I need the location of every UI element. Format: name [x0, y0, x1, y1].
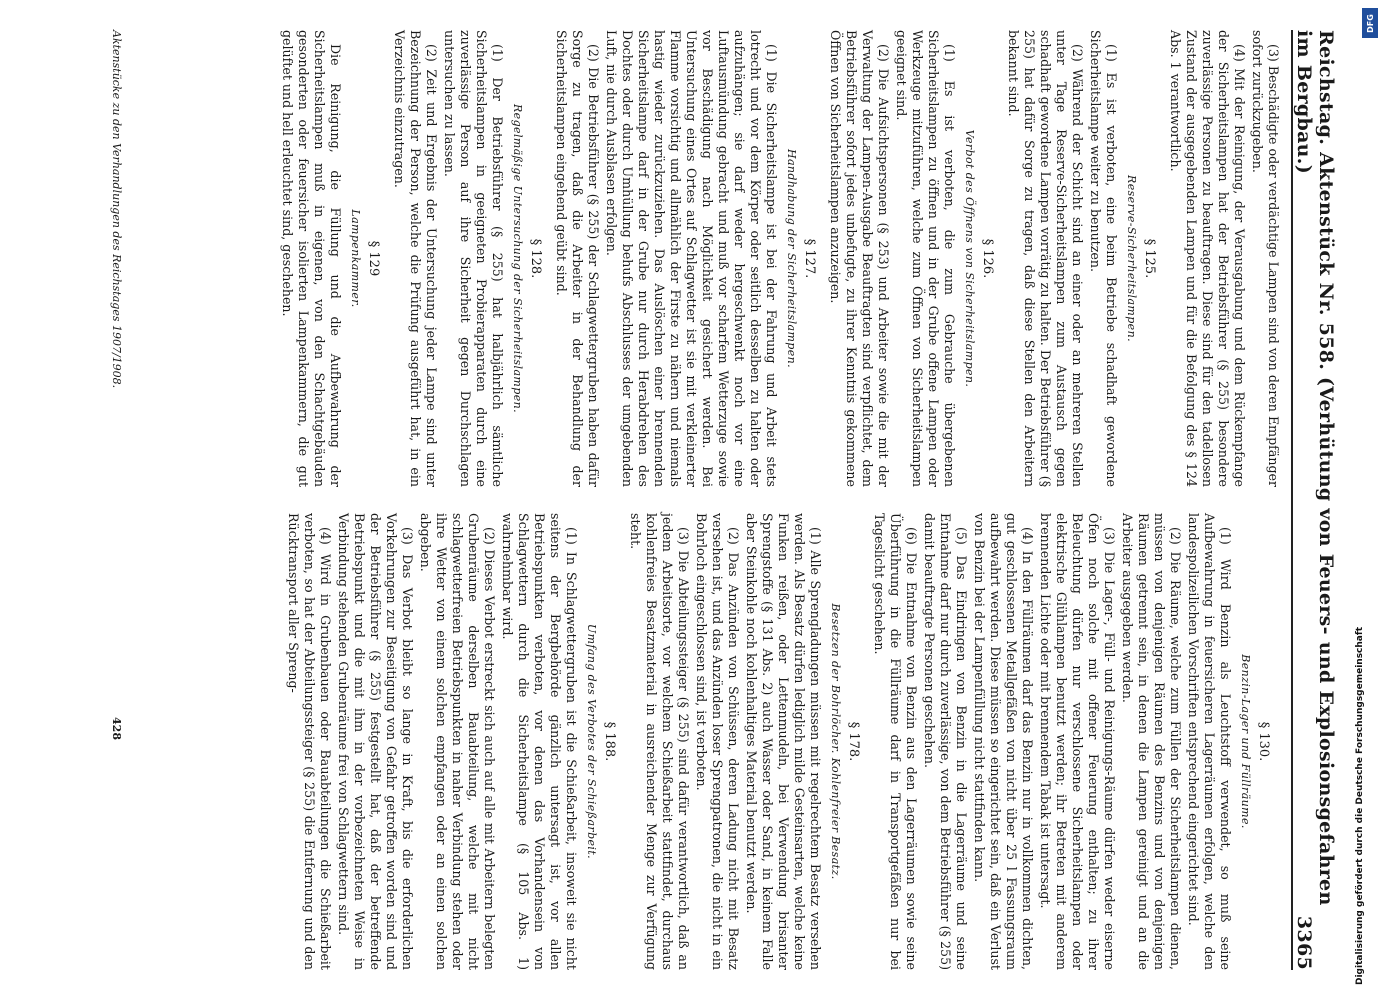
section-number: § 188.	[602, 721, 617, 762]
paragraph: (1) Die Sicherheitslampe ist bei der Fahrung und Arbeit stets lotrecht und vor dem Körper oder seitlich desselben zu halten oder aufzuhängen; sie darf weder hergeschwenkt noch vor eine Luftausmündung gebracht und muß vor scharfem Wetterzuge sowie vor Beschädigung nach Möglichkeit gesichert werden. Bei Untersuchung eines Ortes auf Schlagwetter ist sie mit verkleinerter Flamme vorsichtig und allmählich der Firste zu nähern und niemals hastig wieder zurückzuziehen. Das Auslöschen einer brennenden Sicherheitslampe darf in der Grube nur durch Herabdrehen des Dochtes oder durch Umhüllung behufs Abschlusses der umgebenden Luft, nie durch Ausblasen erfolgen.	[604, 30, 779, 487]
header-title: Reichstag. Aktenstück Nr. 558. (Verhütung von Feuers- und Explosionsgefahren im Bergbau.)	[1293, 30, 1337, 906]
section-number: § 130.	[1256, 721, 1271, 762]
paragraph: (2) Die Aufsichtspersonen (§ 253) und Arbeiter sowie die mit der Verwaltung der Lampen-Ausgabe Beauftragten sind verpflichtet, dem Betriebsführer sofort jedes unbefugte, zu ihrer Kenntnis gekommene Öffnen von Sicherheitslampen anzuzeigen.	[828, 30, 891, 487]
section-number: § 125.	[1142, 238, 1157, 279]
section-number: § 128.	[528, 238, 543, 279]
section-title: Reserve-Sicherheitslampen.	[1125, 175, 1138, 342]
paragraph: (6) Die Entnahme von Benzin aus den Lagerräumen sowie seine Überführung in die Füllräume darf in Transportgefäßen nur bei Tageslicht geschehen.	[872, 513, 919, 970]
page-header	[1291, 30, 1335, 970]
section-title: Verbot des Öffnens von Sicherheitslampen.	[963, 129, 976, 388]
digitization-note: Digitalisierung gefördert durch die Deutsche Forschungsgemeinschaft	[1355, 626, 1365, 985]
paragraph: (1) Es ist verboten, eine beim Betriebe schadhaft gewordene Sicherheitslampe weiter zu benutzen.	[1088, 30, 1119, 487]
paragraph: (5) Das Eindringen von Benzin in die Lagerräume und seine Entnahme darf nur durch zuverlässige, von dem Betriebsführer (§ 255) damit beauftragte Personen geschehen.	[922, 513, 969, 970]
paragraph: (3) Beschädigte oder verdächtige Lampen sind von deren Empfänger sofort zurückzugeben.	[1250, 30, 1281, 487]
paragraph: (1) Wird Benzin als Leuchtstoff verwendet, so muß seine Aufbewahrung in feuersicheren Lagerräumen erfolgen, welche den landespolizeilichen Vorschriften entsprechend eingerichtet sind.	[1186, 513, 1233, 970]
section-title: Handhabung der Sicherheitslampen.	[785, 148, 798, 369]
paragraph: (2) Das Anzünden von Schüssen, deren Ladung nicht mit Besatz versehen ist, und das Anzünden loser Sprengpatronen, die nicht in ein Bohrloch eingeschlossen sind, ist verboten.	[694, 513, 741, 970]
dfg-logo-text: DFG	[1365, 13, 1375, 33]
paragraph: (2) Dieses Verbot erstreckt sich auch auf alle mit Arbeitern belegten Grubenräume derselben Bauabteilung, welche mit nicht schlagwetterfreien Betriebspunkten in naher Verbindung stehen oder ihre Wetter von einem solchen empfangen oder an einen solchen abgeben.	[418, 513, 497, 970]
document-page	[45, 30, 1335, 970]
paragraph: (2) Während der Schicht sind an einer oder an mehreren Stellen unter Tage Reserve-Sicherheitslampen zum Austausch gegen schadhaft gewordene Lampen vorrätig zu halten. Der Betriebsführer (§ 255) hat dafür Sorge zu tragen, daß diese Stellen den Arbeitern bekannt sind.	[1006, 30, 1085, 487]
right-column	[131, 513, 1281, 970]
dfg-logo	[1362, 8, 1378, 38]
paragraph: (2) Die Räume, welche zum Füllen der Sicherheitslampen dienen, müssen von denjenigen Räumen des Benzins und von denjenigen Räumen getrennt sein, in denen die Lampen gereinigt und an die Arbeiter ausgegeben werden.	[1120, 513, 1183, 970]
paragraph: (1) Alle Sprengladungen müssen mit regelrechtem Besatz versehen werden. Als Besatz dürfen lediglich milde Gesteinsarten, welche keine Funken reißen, oder Lettenmudeln, bei Verwendung brisanter Sprengstoffe (§ 131 Abs. 2) auch Wasser oder Sand, in keinem Falle aber Steinkohle noch kohlenhaltiges Material benutzt werden.	[744, 513, 823, 970]
section-number: § 126.	[980, 238, 995, 279]
paragraph: (1) In Schlagwettergruben ist die Schießarbeit, insoweit sie nicht seitens der Bergbehörde gänzlich untersagt ist, vor allen Betriebspunkten verboten, vor denen das Vorhandensein von Schlagwettern durch die Sicherheitslampe (§ 105 Abs. 1) wahrnehmbar wird.	[500, 513, 579, 970]
paragraph: (2) Die Betriebsführer (§ 255) der Schlagwettergruben haben dafür Sorge zu tragen, daß die Arbeiter in der Behandlung der Sicherheitslampen eingehend geübt sind.	[554, 30, 601, 487]
page-footer	[110, 30, 123, 970]
footer-sheet-mark: 428	[110, 717, 123, 740]
paragraph: (4) Mit der Reinigung, der Verausgabung und dem Rückempfange der Sicherheitslampen hat der Betriebsführer (§ 255) besondere zuverlässige Personen zu beauftragen. Diese sind für den tadellosen Zustand der ausgegebenden Lampen und für die Befolgung des § 124 Abs. 1 verantwortlich.	[1168, 30, 1247, 487]
paragraph: (4) In den Füllräumen darf das Benzin nur in vollkommen dichten, gut geschlossenen Metallgefäßen von nicht über 25 l Fassungsraum aufbewahrt werden. Diese müssen so eingerichtet sein, daß ein Verlust von Benzin bei der Lampenfüllung nicht stattfinden kann.	[972, 513, 1035, 970]
paragraph: (3) Die Lager-, Füll- und Reinigungs-Räume dürfen weder eiserne Öfen noch solche mit offener Feuerung enthalten; zu ihrer Beleuchtung dürfen nur verschlossene Sicherheitslampen oder elektrische Glühlampen benutzt werden; ihr Betreten mit anderem brennenden Lichte oder mit brennendem Tabak ist untersagt.	[1038, 513, 1117, 970]
page-number: 3365	[1293, 915, 1315, 970]
paragraph: (1) Der Betriebsführer (§ 255) hat halbjährlich sämtliche Sicherheitslampen in geeigneten Probierapparaten durch eine zuverlässige Person auf ihre Sicherheit gegen Durchschlagen untersuchen zu lassen.	[442, 30, 505, 487]
section-title: Besetzen der Bohrlöcher. Kohlenfreier Besatz.	[829, 603, 842, 880]
section-number: § 129	[366, 240, 381, 277]
paragraph: (3) Das Verbot bleibt so lange in Kraft, bis die erforderlichen Vorkehrungen zur Beseitigung von Gefahr getroffen worden sind und der Betriebsführer (§ 255) festgestellt hat, daß der betreffende Betriebspunkt und die mit ihm in der vorbezeichneten Weise in Verbindung stehenden Grubenräume frei von Schlagwettern sind.	[336, 513, 415, 970]
paragraph: (3) Die Abteilungssteiger (§ 255) sind dafür verantwortlich, daß an jedem Arbeitsorte, vor welchem Schießarbeit stattfindet, durchaus kohlenfreies Besatzmaterial in ausreichender Menge zur Verfügung steht.	[628, 513, 691, 970]
section-number: § 127.	[802, 238, 817, 279]
section-title: Lampenkammer.	[349, 209, 362, 308]
paragraph: (4) Wird in Grubenbauen oder Bauabteilungen die Schießarbeit verboten, so hat der Abteilungssteiger (§ 255) die Entfernung und den Rücktransport aller Spreng-	[286, 513, 333, 970]
left-column	[131, 30, 1281, 487]
paragraph: (1) Es ist verboten, die zum Gebrauche übergebenen Sicherheitslampen zu öffnen und in der Grube offene Lampen oder Werkzeuge mitzuführen, welche zum Öffnen von Sicherheitslampen geeignet sind.	[894, 30, 957, 487]
section-title: Benzin-Lager und Füllräume.	[1239, 654, 1252, 829]
paragraph: Die Reinigung, die Füllung und die Aufbewahrung der Sicherheitslampen muß in eigenen, von den Schachtgebäuden gesonderten oder feuersicher isolierten Lampenkammern, die gut gelüftet und hell erleuchtet sind, geschehen.	[280, 30, 343, 487]
section-number: § 178.	[846, 721, 861, 762]
footer-citation: Aktenstücke zu den Verhandlungen des Reichstages 1907/1908.	[110, 30, 123, 389]
text-columns	[131, 30, 1281, 970]
section-title: Regelmäßige Untersuchung der Sicherheitslampen.	[511, 104, 524, 413]
paragraph: (2) Zeit und Ergebnis der Untersuchung jeder Lampe sind unter Bezeichnung der Person, welche die Prüfung ausgeführt hat, in ein Verzeichnis einzutragen.	[392, 30, 439, 487]
section-title: Umfang des Verbotes der Schießarbeit.	[585, 623, 598, 860]
